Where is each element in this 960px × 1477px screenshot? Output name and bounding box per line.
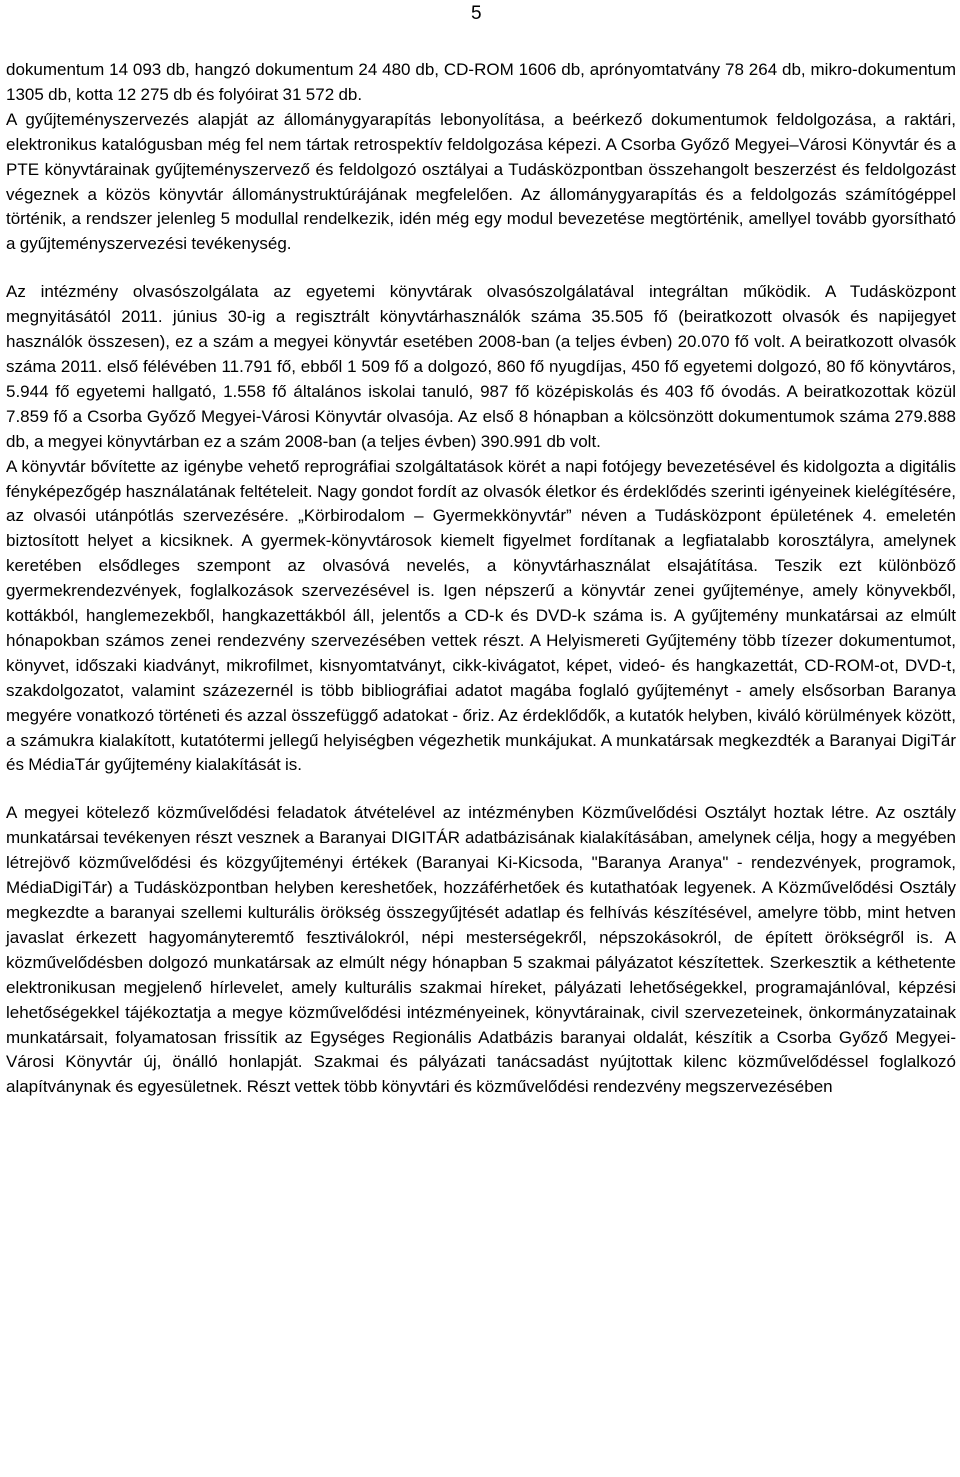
paragraph-reader-service: Az intézmény olvasószolgálata az egyetemi könyvtárak olvasószolgálatával integráltan működik. A Tudásközpont megnyitásától 2011. június 30-ig a regisztrált könyvtárhasználók száma 35.505 fő (beiratkozott olvasók és napijegyet használók összesen), ez a szám a megyei könyvtár esetében 2008-ban (a teljes évben) 20.070 fő volt. A beiratkozott olvasók száma 2011. első félévében 11.791 fő, ebből 1 509 fő a dolgozó, 860 fő nyugdíjas, 450 fő egyetemi dolgozó, 80 fő könyvtáros, 5.944 fő egyetemi hallgató, 1.558 fő általános iskolai tanuló, 987 fő középiskolás és 403 fő óvodás. A beiratkozottak közül 7.859 fő a Csorba Győző Megyei-Városi Könyvtár olvasója. Az első 8 hónapban a kölcsönzött dokumentumok száma 279.888 db, a megyei könyvtárban ez a szám 2008-ban (a teljes évben) 390.991 db volt.: [6, 282, 956, 451]
paragraph-collection-development: A gyűjteményszervezés alapját az állománygyarapítás lebonyolítása, a beérkező dokumentumok feldolgozása, a raktári, elektronikus katalógusban még fel nem tártak retrospektív feldolgozása képezi. A Csorba Győző Megyei–Városi Könyvtár és a PTE könyvtárainak gyűjteményszervező és feldolgozó osztályai a Tudásközpontban összehangolt beszerzést és feldolgozást végeznek a közös könyvtár állománystruktúrájának megfelelően. Az állománygyarapítás és a feldolgozás számítógéppel történik, a rendszer jelenleg 5 modullal rendelkezik, idén még egy modul bevezetése megtörténik, amellyel tovább gyorsítható a gyűjteményszervezési tevékenység.: [6, 109, 956, 254]
page-number: 5: [471, 3, 482, 24]
paragraph-public-culture: A megyei kötelező közművelődési feladatok átvételével az intézményben Közművelődési Osztályt hoztak létre. Az osztály munkatársai tevékenyen részt vesznek a Baranyai DIGITÁR adatbázisának kialakításában, amelynek célja, hogy a megyében létrejövő közművelődési és közgyűjteményi értékek (Baranyai Ki-Kicsoda, "Baranya Aranya" - rendezvények, programok, MédiaDigiTár) a Tudásközpontban helyben kereshetőek, hozzáférhetőek és kutathatóak legyenek. A Közművelődési Osztály megkezdte a baranyai szellemi kulturális örökség összegyűjtését adatlap és felhívás készítésével, amelyre több, mint hetven javaslat érkezett hagyományteremtő fesztiválokról, népi mesterségekről, népszokásokról, de épített örökségről is. A közművelődésben dolgozó munkatársak az elmúlt négy hónapban 5 szakmai pályázatot készítettek. Szerkesztik a kéthetente elektronikusan megjelenő hírlevelet, amely kulturális szakmai híreket, pályázati lehetőségekkel, programajánlóval, képzési lehetőségekkel tájékoztatja a megye közművelődési intézményeinek, könyvtárainak, civil szervezeteinek, önkormányzatainak munkatársait, folyamatosan frissítik az Egységes Regionális Adatbázis baranyai oldalát, készítik a Csorba Győző Megyei-Városi Könyvtár új, önálló honlapját. Szakmai és pályázati tanácsadást nyújtottak kilenc közművelődéssel foglalkozó alapítványnak és egyesületnek. Részt vettek több könyvtári és közművelődési rendezvény megszervezésében: [6, 803, 956, 1097]
paragraph-services: A könyvtár bővítette az igénybe vehető reprográfiai szolgáltatások körét a napi fotójegy bevezetésével és kidolgozta a digitális fényképezőgép használatának feltételeit. Nagy gondot fordít az olvasók életkor és érdeklődés szerinti igényeinek kielégítésére, az olvasói utánpótlás szervezésére. „Körbirodalom – Gyermekkönyvtár” néven a Tudásközpont épületének 4. emeletén biztosított helyet a kicsiknek. A gyermek-könyvtárosok kiemelt figyelmet fordítanak a legfiatalabb korosztályra, amelynek keretében elsődleges szempont az olvasóvá nevelés, a könyvtárhasználat elsajátítása. Teszik ezt különböző gyermekrendezvények, foglalkozások szervezésével is. Igen népszerű a könyvtár zenei gyűjteménye, amely könyvekből, kottákból, hanglemezekből, hangkazettákból áll, jelentős a CD-k és DVD-k száma is. A gyűjtemény munkatársai az elmúlt hónapokban számos zenei rendezvény szervezésében vettek részt. A Helyismereti Gyűjtemény több tízezer dokumentumot, könyvet, időszaki kiadványt, mikrofilmet, kisnyomtatványt, cikk-kivágatot, képet, videó- és hangkazettát, CD-ROM-ot, DVD-t, szakdolgozatot, valamint százezernél is több bibliográfiai adatot magába foglaló gyűjteményt - amely elsősorban Baranya megyére vonatkozó történeti és azzal összefüggő adatokat - őriz. Az érdeklődők, a kutatók helyben, kiváló körülmények között, a számukra kialakított, kutatótermi jellegű helyiségben végezhetik munkájukat. A munkatársak megkezdték a Baranyai DigiTár és MédiaTár gyűjtemény kialakítását is.: [6, 456, 956, 775]
paragraph-collection-stats: dokumentum 14 093 db, hangzó dokumentum 24 480 db, CD-ROM 1606 db, aprónyomtatvány 78 264 db, mikro-dokumentum 1305 db, kotta 12 275 db és folyóirat 31 572 db.: [6, 60, 956, 104]
document-body: [6, 58, 956, 1100]
